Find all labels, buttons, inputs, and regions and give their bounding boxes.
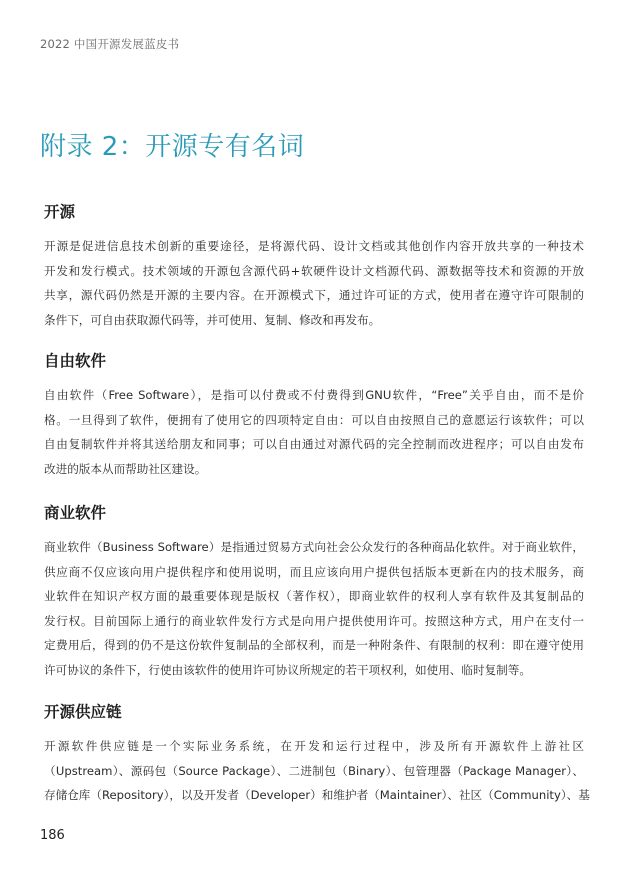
body-line: 条件下，可自由获取源代码等，并可使用、复制、修改和再发布。 (44, 312, 381, 327)
section-commercial-software (44, 501, 584, 683)
section-heading: 开源供应链 (44, 703, 122, 721)
section-body (44, 383, 584, 481)
section-open-source-supply-chain (44, 700, 590, 808)
section-body (44, 234, 584, 332)
page-number: 186 (40, 828, 65, 843)
body-line: 自由软件（Free Software），是指可以付费或不付费得到GNU软件，“Free”关乎自由，而不是价 (44, 388, 584, 402)
page-title: 附录 2：开源专有名词 (40, 132, 305, 162)
body-line: 业软件在知识产权方面的最重要体现是版权（著作权），即商业软件的权利人享有软件及其复制品的 (44, 589, 584, 604)
body-line: 自由复制软件并将其送给朋友和同事；可以自由通过对源代码的完全控制而改进程序；可以自由发布 (44, 437, 584, 452)
section-heading: 商业软件 (44, 504, 107, 522)
section-free-software (44, 349, 584, 481)
section-heading: 自由软件 (44, 352, 107, 370)
body-line: 许可协议的条件下，行使由该软件的使用许可协议所规定的若干项权利，如使用、临时复制等。 (44, 662, 531, 677)
body-line: 格。一旦得到了软件，便拥有了使用它的四项特定自由：可以自由按照自己的意愿运行该软件；可以 (44, 412, 584, 427)
body-line: 定费用后，得到的仍不是这份软件复制品的全部权利，而是一种附条件、有限制的权利：即在遵守使用 (44, 638, 584, 653)
body-line: 开源软件供应链是一个实际业务系统，在开发和运行过程中，涉及所有开源软件上游社区 (44, 739, 584, 753)
body-line: （Upstream）、源码包（Source Package）、二进制包（Binary）、包管理器（Package Manager）、 (44, 763, 584, 778)
section-body (44, 535, 584, 683)
body-line: 供应商不仅应该向用户提供程序和使用说明，而且应该向用户提供包括版本更新在内的技术服务，商 (44, 564, 584, 579)
running-header: 2022 中国开源发展蓝皮书 (40, 37, 180, 51)
section-heading: 开源 (44, 203, 76, 221)
body-line: 共享，源代码仍然是开源的主要内容。在开源模式下，通过许可证的方式，使用者在遵守许可限制的 (44, 288, 584, 303)
section-body (44, 734, 590, 808)
body-line: 存储仓库（Repository），以及开发者（Developer）和维护者（Maintainer）、社区（Community）、基 (44, 788, 590, 803)
section-open-source (44, 200, 584, 332)
body-line: 商业软件（Business Software）是指通过贸易方式向社会公众发行的各种商品化软件。对于商业软件， (44, 540, 584, 554)
body-line: 开源是促进信息技术创新的重要途径，是将源代码、设计文档或其他创作内容开放共享的一种技术 (44, 239, 584, 253)
body-line: 改进的版本从而帮助社区建设。 (44, 461, 207, 476)
body-line: 开发和发行模式。技术领域的开源包含源代码+软硬件设计文档源代码、源数据等技术和资源的开放 (44, 263, 584, 278)
body-line: 发行权。目前国际上通行的商业软件发行方式是向用户提供使用许可。按照这种方式，用户在支付一 (44, 613, 584, 628)
